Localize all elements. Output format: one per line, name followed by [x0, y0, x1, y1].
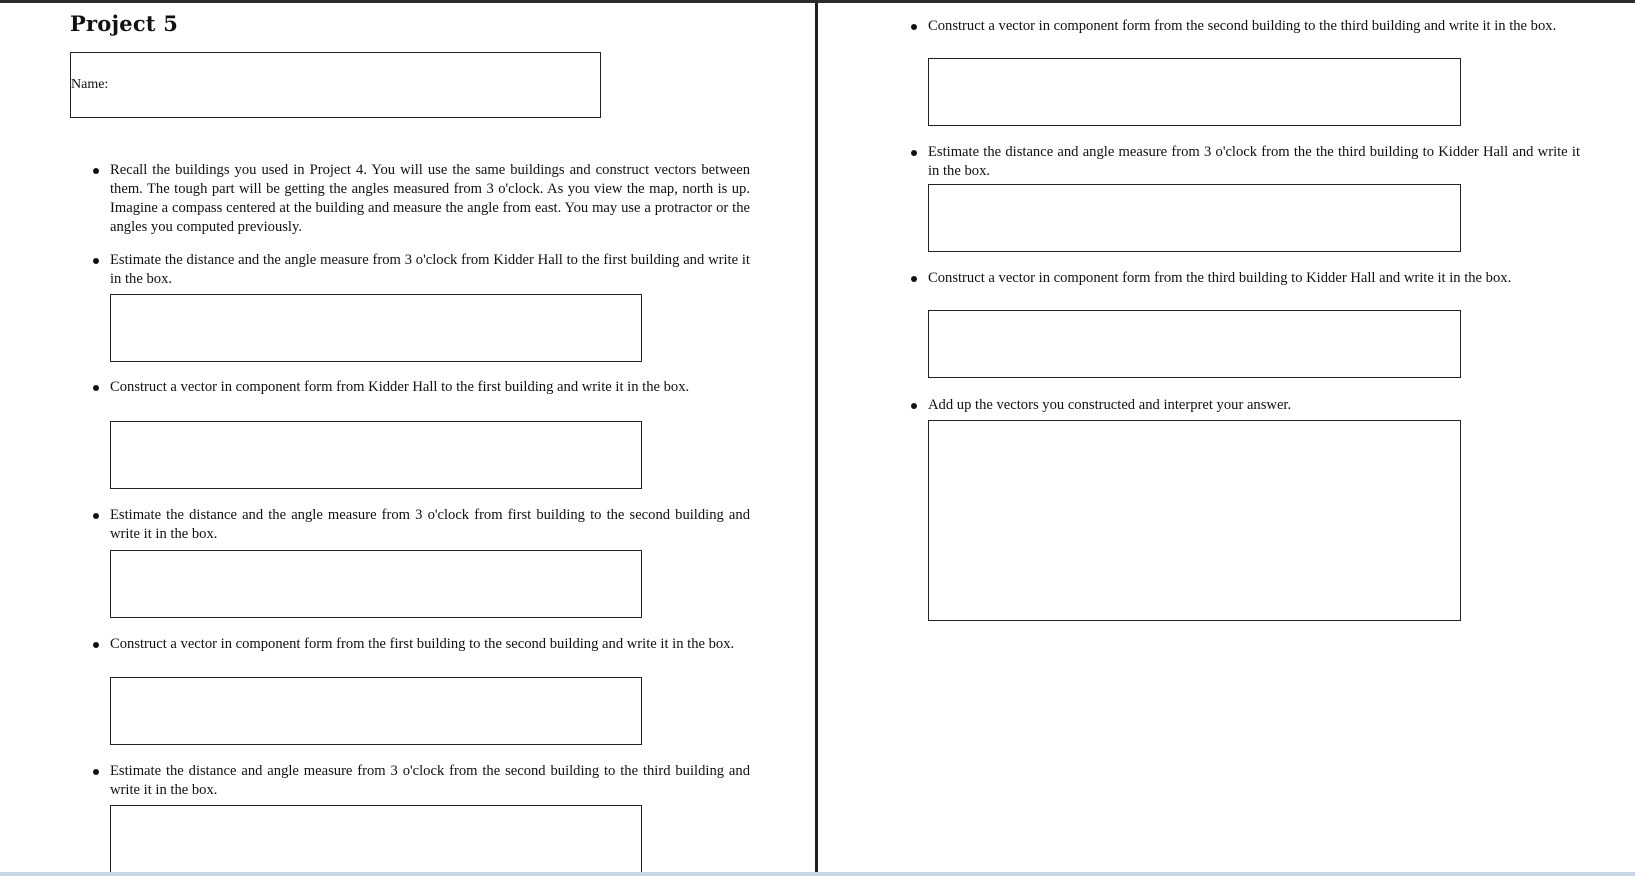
bullet-icon — [911, 24, 917, 30]
viewer-bottom-strip — [0, 872, 1635, 876]
bullet-icon — [93, 385, 99, 391]
bullet-icon — [911, 150, 917, 156]
bullet-icon — [911, 403, 917, 409]
answer-box[interactable] — [928, 184, 1461, 252]
list-item — [110, 506, 750, 544]
answer-box[interactable] — [110, 294, 642, 362]
answer-box[interactable] — [110, 805, 642, 872]
instruction-text: Recall the buildings you used in Project 4. You will use the same buildings and construct vectors between them. The tough part will be getting the angles measured from 3 o'clock. As you view the map, north is up. Imagine a compass centered at the building and measure the angle from east. You may use a protractor or the angles you computed previously. — [110, 162, 750, 235]
answer-box-large[interactable] — [928, 420, 1461, 621]
bullet-icon — [93, 513, 99, 519]
bullet-icon — [93, 769, 99, 775]
instruction-text: Construct a vector in component form from the second building to the third building and write it in the box. — [928, 18, 1557, 34]
list-item — [110, 251, 750, 289]
instruction-text: Estimate the distance and angle measure from 3 o'clock from the the third building to Kidder Hall and write it in the box. — [928, 144, 1580, 179]
name-field-box[interactable] — [70, 52, 601, 118]
bullet-icon — [93, 642, 99, 648]
page-left[interactable] — [0, 3, 815, 872]
bullet-icon — [911, 276, 917, 282]
bullet-icon — [93, 258, 99, 264]
instruction-text: Construct a vector in component form from Kidder Hall to the first building and write it in the box. — [110, 379, 690, 395]
instruction-text: Construct a vector in component form from the third building to Kidder Hall and write it in the box. — [928, 270, 1512, 286]
instruction-text: Estimate the distance and angle measure from 3 o'clock from the second building to the third building and write it in the box. — [110, 763, 750, 798]
list-item — [110, 762, 750, 800]
list-item — [110, 635, 750, 654]
list-item — [928, 269, 1580, 288]
list-item — [928, 17, 1580, 36]
answer-box[interactable] — [928, 58, 1461, 126]
instruction-text: Construct a vector in component form from the first building to the second building and write it in the box. — [110, 636, 735, 652]
answer-box[interactable] — [928, 310, 1461, 378]
answer-box[interactable] — [110, 677, 642, 745]
instruction-text: Add up the vectors you constructed and interpret your answer. — [928, 397, 1292, 413]
list-item — [928, 143, 1580, 181]
name-label: Name: — [71, 77, 109, 92]
instruction-text: Estimate the distance and the angle measure from 3 o'clock from first building to the second building and write it in the box. — [110, 507, 750, 542]
instruction-text: Estimate the distance and the angle measure from 3 o'clock from Kidder Hall to the first building and write it in the box. — [110, 252, 750, 287]
list-item — [110, 378, 750, 397]
bullet-icon — [93, 168, 99, 174]
list-item — [928, 396, 1580, 415]
list-item — [110, 161, 750, 237]
answer-box[interactable] — [110, 421, 642, 489]
answer-box[interactable] — [110, 550, 642, 618]
page-right[interactable] — [818, 3, 1635, 872]
page-title: Project 5 — [70, 11, 179, 36]
